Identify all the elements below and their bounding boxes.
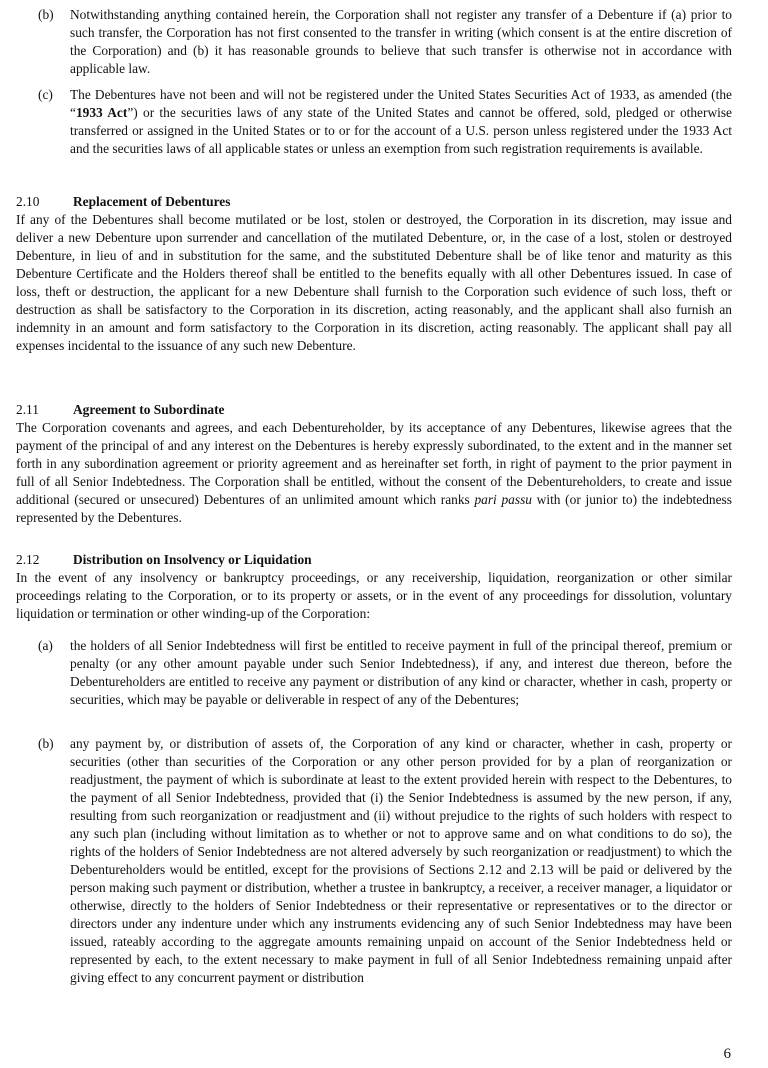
- section-heading: [16, 551, 732, 569]
- clause-item-c-securities-act: [16, 86, 732, 158]
- section-number: 2.11: [16, 402, 39, 417]
- section-number: 2.12: [16, 552, 40, 567]
- clause-text: Notwithstanding anything contained herein, the Corporation shall not register any transfer of a Debenture if (a) prior to such transfer, the Corporation has not first consented to the transfer in writing (which consent is at the entire discretion of the Corporation) and (b) it has reasonable grounds to believe that such transfer is otherwise not in accordance with applicable law.: [70, 7, 732, 76]
- section-2-10: [16, 193, 732, 355]
- clause-item-b-transfer-restriction: [16, 6, 732, 78]
- list-marker: (b): [38, 7, 54, 22]
- section-title: Replacement of Debentures: [73, 194, 231, 209]
- section-heading: [16, 193, 732, 211]
- section-heading: [16, 401, 732, 419]
- section-2-11: [16, 401, 732, 527]
- list-marker: (c): [38, 87, 53, 102]
- section-body: If any of the Debentures shall become mutilated or be lost, stolen or destroyed, the Corporation in its discretion, may issue and deliver a new Debenture upon surrender and cancellation of the mutilated Debenture, or, in the case of a lost, stolen or destroyed Debenture, in lieu of and in substitution for the same, and the substituted Debenture shall be of like tenor and maturity as this Debenture Certificate and the Holders thereof shall be entitled to the benefits equally with all other Debentures issued. In case of loss, theft or destruction, the applicant for a new Debenture shall furnish to the Corporation such evidence of such loss, theft or destruction as shall be satisfactory to the Corporation in its discretion, acting reasonably, and the applicant shall also furnish an indemnity in an amount and form satisfactory to the Corporation in its discretion, acting reasonably. The applicant shall pay all expenses incidental to the issuance of any such new Debenture.: [16, 212, 732, 353]
- latin-term: pari passu: [474, 492, 532, 507]
- section-body-text-end: with (or junior to) the indebtedness represented by the Debentures.: [16, 492, 732, 525]
- clause-item-b-payment-distribution: [16, 735, 732, 987]
- clause-text-after: ”) or the securities laws of any state of the United States and cannot be offered, sold, pledged or otherwise transferred or assigned in the United States or to or for the account of a U.S. person unless registered under the 1933 Act and the securities laws of all applicable states or unless an exemption from such registration requirements is available.: [70, 105, 733, 156]
- section-body: In the event of any insolvency or bankruptcy proceedings, or any receivership, liquidation, reorganization or other similar proceedings relating to the Corporation, or to its property or assets, or in the event of any proceedings for dissolution, voluntary liquidation or termination or other winding-up of the Corporation:: [16, 570, 732, 621]
- clause-text: the holders of all Senior Indebtedness will first be entitled to receive payment in full of the principal thereof, premium or penalty (or any other amount payable under such Senior Indebtedness), if any, and interest due thereon, before the Debentureholders are entitled to receive any payment or distribution of any kind or character, whether in cash, property or securities, which may be payable or deliverable in respect of any of the Debentures;: [70, 638, 732, 707]
- clause-text-before: The Debentures have not been and will not be registered under the United States Securities Act of 1933, as amended (the “: [70, 87, 732, 120]
- list-marker: (a): [38, 638, 53, 653]
- section-number: 2.10: [16, 194, 40, 209]
- section-body-text: The Corporation covenants and agrees, and each Debentureholder, by its acceptance of any Debentures, likewise agrees that the payment of the principal of and any interest on the Debentures is hereby expressly subordinated, to the extent and in the manner set forth in any subordination agreement or priority agreement and as hereinafter set forth, in right of payment to the prior payment in full of all Senior Indebtedness. The Corporation shall be entitled, without the consent of the Debentureholders, to create and issue additional (secured or unsecured) Debentures of an unlimited amount which ranks: [16, 420, 732, 507]
- defined-term: 1933 Act: [75, 105, 128, 120]
- clause-item-a-senior-priority: [16, 637, 732, 709]
- section-body: [16, 419, 732, 527]
- section-title: Distribution on Insolvency or Liquidation: [73, 552, 312, 567]
- list-marker: (b): [38, 736, 54, 751]
- page-number: 6: [723, 1046, 731, 1062]
- clause-text: any payment by, or distribution of assets of, the Corporation of any kind or character, whether in cash, property or securities (other than securities of the Corporation or any other person provided for by a plan of reorganization or readjustment, the payment of which is subordinate at least to the extent provided herein with respect to the Debentures, to the payment of all Senior Indebtedness, provided that (i) the Senior Indebtedness is assumed by the new person, if any, resulting from such reorganization or readjustment and (ii) without prejudice to the rights of such holders with respect to any such plan (including without limitation as to whether or not to approve same and on what conditions to do so), the rights of the holders of Senior Indebtedness are not altered adversely by such reorganization or readjustment) to which the Debentureholders would be entitled, except for the provisions of Sections 2.12 and 2.13 will be paid or delivered by the person making such payment or distribution, whether a trustee in bankruptcy, a receiver, a receiver manager, a liquidator or otherwise, directly to the holders of Senior Indebtedness or their representative or representatives or to the director or directors under any indenture under which any instruments evidencing any of such Senior Indebtedness may have been issued, rateably according to the aggregate amounts remaining unpaid on account of the Senior Indebtedness held or represented by each, to the extent necessary to make payment in full of all Senior Indebtedness remaining unpaid after giving effect to any concurrent payment or distribution: [70, 736, 732, 985]
- section-2-12: [16, 551, 732, 623]
- section-title: Agreement to Subordinate: [73, 402, 225, 417]
